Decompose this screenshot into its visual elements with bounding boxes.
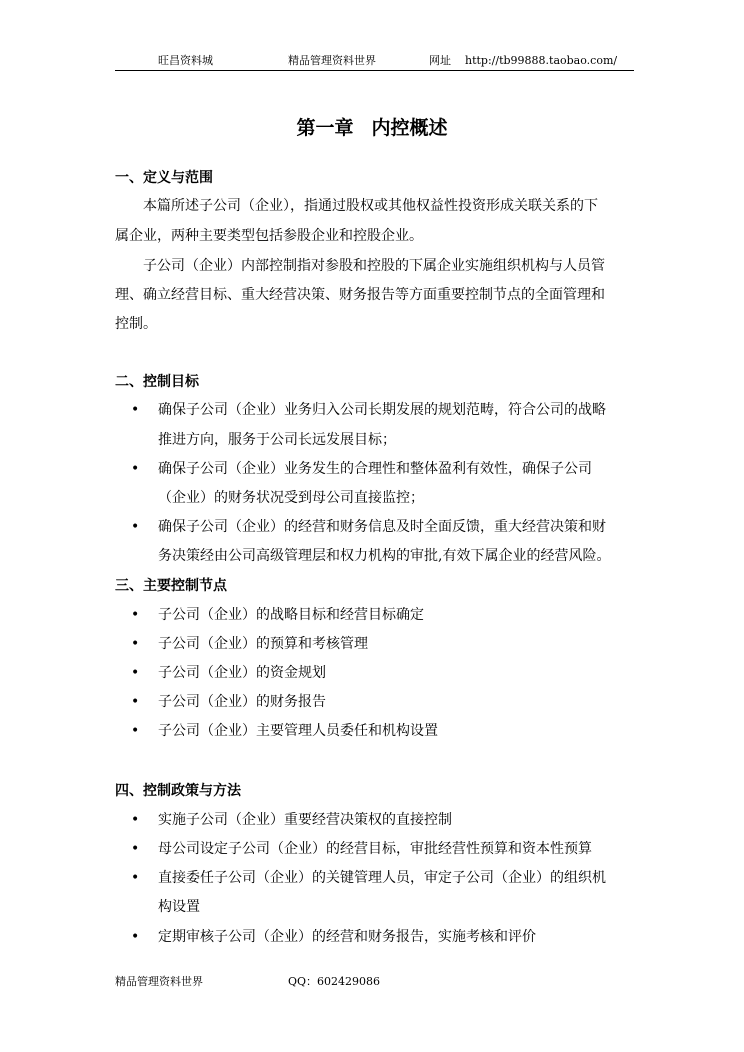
bullet-icon: •	[131, 870, 140, 886]
paragraph-line: 子公司（企业）内部控制指对参股和控股的下属企业实施组织机构与人员管	[143, 258, 605, 274]
list-item: 子公司（企业）的资金规划	[158, 665, 326, 681]
list-item: 直接委任子公司（企业）的关键管理人员，审定子公司（企业）的组织机	[158, 870, 606, 886]
list-item: 定期审核子公司（企业）的经营和财务报告，实施考核和评价	[158, 929, 536, 945]
header-url-label: 网址	[429, 54, 451, 67]
list-item: 母公司设定子公司（企业）的经营目标，审批经营性预算和资本性预算	[158, 841, 592, 857]
footer-site-name: 精品管理资料世界	[115, 975, 203, 988]
section-heading-objectives: 二、控制目标	[115, 374, 199, 390]
header-url-link[interactable]: http://tb99888.taobao.com/	[465, 54, 618, 67]
list-item: 确保子公司（企业）的经营和财务信息及时全面反馈，重大经营决策和财	[158, 519, 606, 535]
list-item: 子公司（企业）的预算和考核管理	[158, 636, 368, 652]
bullet-icon: •	[131, 461, 140, 477]
list-item: 确保子公司（企业）业务归入公司长期发展的规划范畴，符合公司的战略	[158, 402, 606, 418]
paragraph-line: 控制。	[115, 316, 157, 332]
list-item: 实施子公司（企业）重要经营决策权的直接控制	[158, 812, 452, 828]
page-header	[115, 54, 634, 71]
paragraph-line: 本篇所述子公司（企业），指通过股权或其他权益性投资形成关联关系的下	[143, 198, 598, 214]
chapter-name: 内控概述	[371, 117, 448, 139]
bullet-icon: •	[131, 812, 140, 828]
bullet-icon: •	[131, 929, 140, 945]
section-heading-control-nodes: 三、主要控制节点	[115, 578, 227, 594]
list-item-continuation: 推进方向，服务于公司长远发展目标；	[158, 432, 396, 448]
section-heading-policies: 四、控制政策与方法	[115, 783, 241, 799]
bullet-icon: •	[131, 723, 140, 739]
list-item: 子公司（企业）的战略目标和经营目标确定	[158, 607, 424, 623]
paragraph-line: 理、确立经营目标、重大经营决策、财务报告等方面重要控制节点的全面管理和	[115, 287, 605, 303]
list-item-continuation: 务决策经由公司高级管理层和权力机构的审批,有效下属企业的经营风险。	[158, 548, 611, 564]
list-item-continuation: （企业）的财务状况受到母公司直接监控；	[158, 490, 424, 506]
footer-qq: QQ：602429086	[288, 975, 381, 988]
bullet-icon: •	[131, 519, 140, 535]
paragraph-line: 属企业，两种主要类型包括参股企业和控股企业。	[115, 228, 423, 244]
list-item: 子公司（企业）主要管理人员委任和机构设置	[158, 723, 438, 739]
chapter-title	[0, 116, 744, 140]
list-item: 子公司（企业）的财务报告	[158, 694, 326, 710]
list-item-continuation: 构设置	[158, 899, 200, 915]
bullet-icon: •	[131, 636, 140, 652]
header-shop-name: 旺昌资料城	[158, 54, 213, 67]
bullet-icon: •	[131, 841, 140, 857]
section-heading-definition: 一、定义与范围	[115, 170, 213, 186]
list-item: 确保子公司（企业）业务发生的合理性和整体盈利有效性，确保子公司	[158, 461, 592, 477]
bullet-icon: •	[131, 665, 140, 681]
bullet-icon: •	[131, 607, 140, 623]
header-site-name: 精品管理资料世界	[288, 54, 376, 67]
bullet-icon: •	[131, 694, 140, 710]
chapter-number: 第一章	[296, 117, 354, 139]
bullet-icon: •	[131, 402, 140, 418]
